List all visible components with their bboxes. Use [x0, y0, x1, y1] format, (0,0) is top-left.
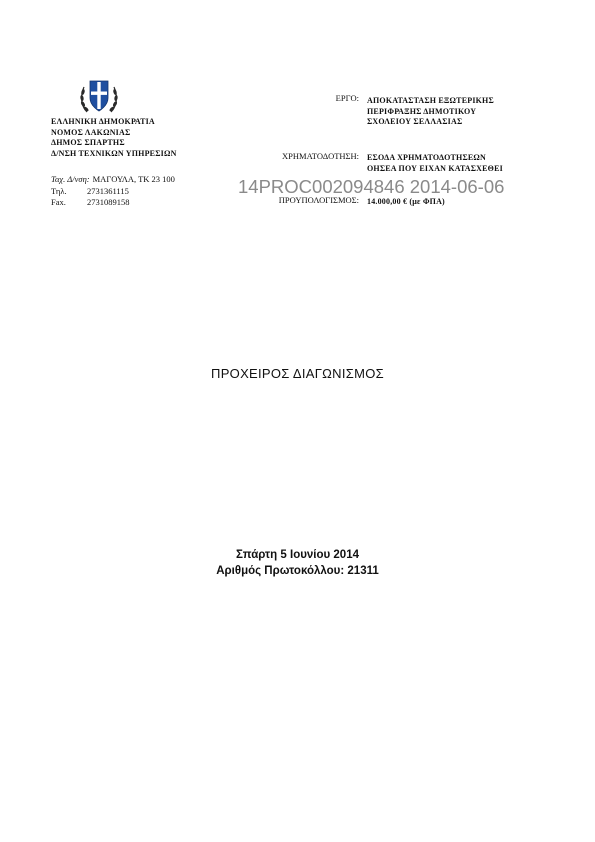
phone-value: 2731361115 [87, 185, 129, 196]
funding-line: ΟΗΣΕΑ ΠΟΥ ΕΙΧΑΝ ΚΑΤΑΣΧΕΘΕΙ [367, 163, 503, 173]
budget-value: 14.000,00 € (με ΦΠΑ) [367, 197, 445, 206]
fax-label: Fax. [51, 197, 66, 207]
project-line: ΑΠΟΚΑΤΑΣΤΑΣΗ ΕΞΩΤΕΡΙΚΗΣ [367, 96, 494, 105]
phone-row [51, 186, 175, 198]
address-label: Ταχ. Δ/νση: [51, 174, 90, 184]
document-title: ΠΡΟΧΕΙΡΟΣ ΔΙΑΓΩΝΙΣΜΟΣ [211, 366, 384, 381]
date-line: Σπάρτη 5 Ιουνίου 2014 [236, 549, 359, 561]
funding-value [367, 153, 503, 174]
header-line-municipality: ΔΗΜΟΣ ΣΠΑΡΤΗΣ [51, 138, 125, 147]
budget-label: ΠΡΟΥΠΟΛΟΓΙΣΜΟΣ: [278, 195, 359, 205]
document-id-watermark: 14PROC002094846 2014-06-06 [238, 176, 505, 197]
project-value [367, 96, 494, 128]
phone-label: Τηλ. [51, 185, 67, 196]
funding-label: ΧΡΗΜΑΤΟΔΟΤΗΣΗ: [282, 151, 359, 161]
issuer-header [51, 117, 177, 159]
header-line-republic: ΕΛΛΗΝΙΚΗ ΔΗΜΟΚΡΑΤΙΑ [51, 117, 155, 126]
fax-value: 2731089158 [87, 197, 130, 207]
project-label: ΕΡΓΟ: [335, 93, 359, 103]
header-line-prefecture: ΝΟΜΟΣ ΛΑΚΩΝΙΑΣ [51, 127, 131, 137]
header-line-department: Δ/ΝΣΗ ΤΕΧΝΙΚΩΝ ΥΠΗΡΕΣΙΩΝ [51, 148, 177, 158]
fax-row [51, 197, 175, 209]
greek-coat-of-arms-icon [77, 74, 121, 118]
address-value: ΜΑΓΟΥΛΑ, ΤΚ 23 100 [92, 174, 175, 184]
protocol-number: Αριθμός Πρωτοκόλλου: 21311 [216, 565, 379, 577]
contact-block [51, 174, 175, 209]
address-row [51, 174, 175, 186]
project-line: ΣΧΟΛΕΙΟΥ ΣΕΛΛΑΣΙΑΣ [367, 117, 463, 126]
funding-line: ΕΣΟΔΑ ΧΡΗΜΑΤΟΔΟΤΗΣΕΩΝ [367, 153, 487, 162]
project-line: ΠΕΡΙΦΡΑΞΗΣ ΔΗΜΟΤΙΚΟΥ [367, 106, 477, 116]
